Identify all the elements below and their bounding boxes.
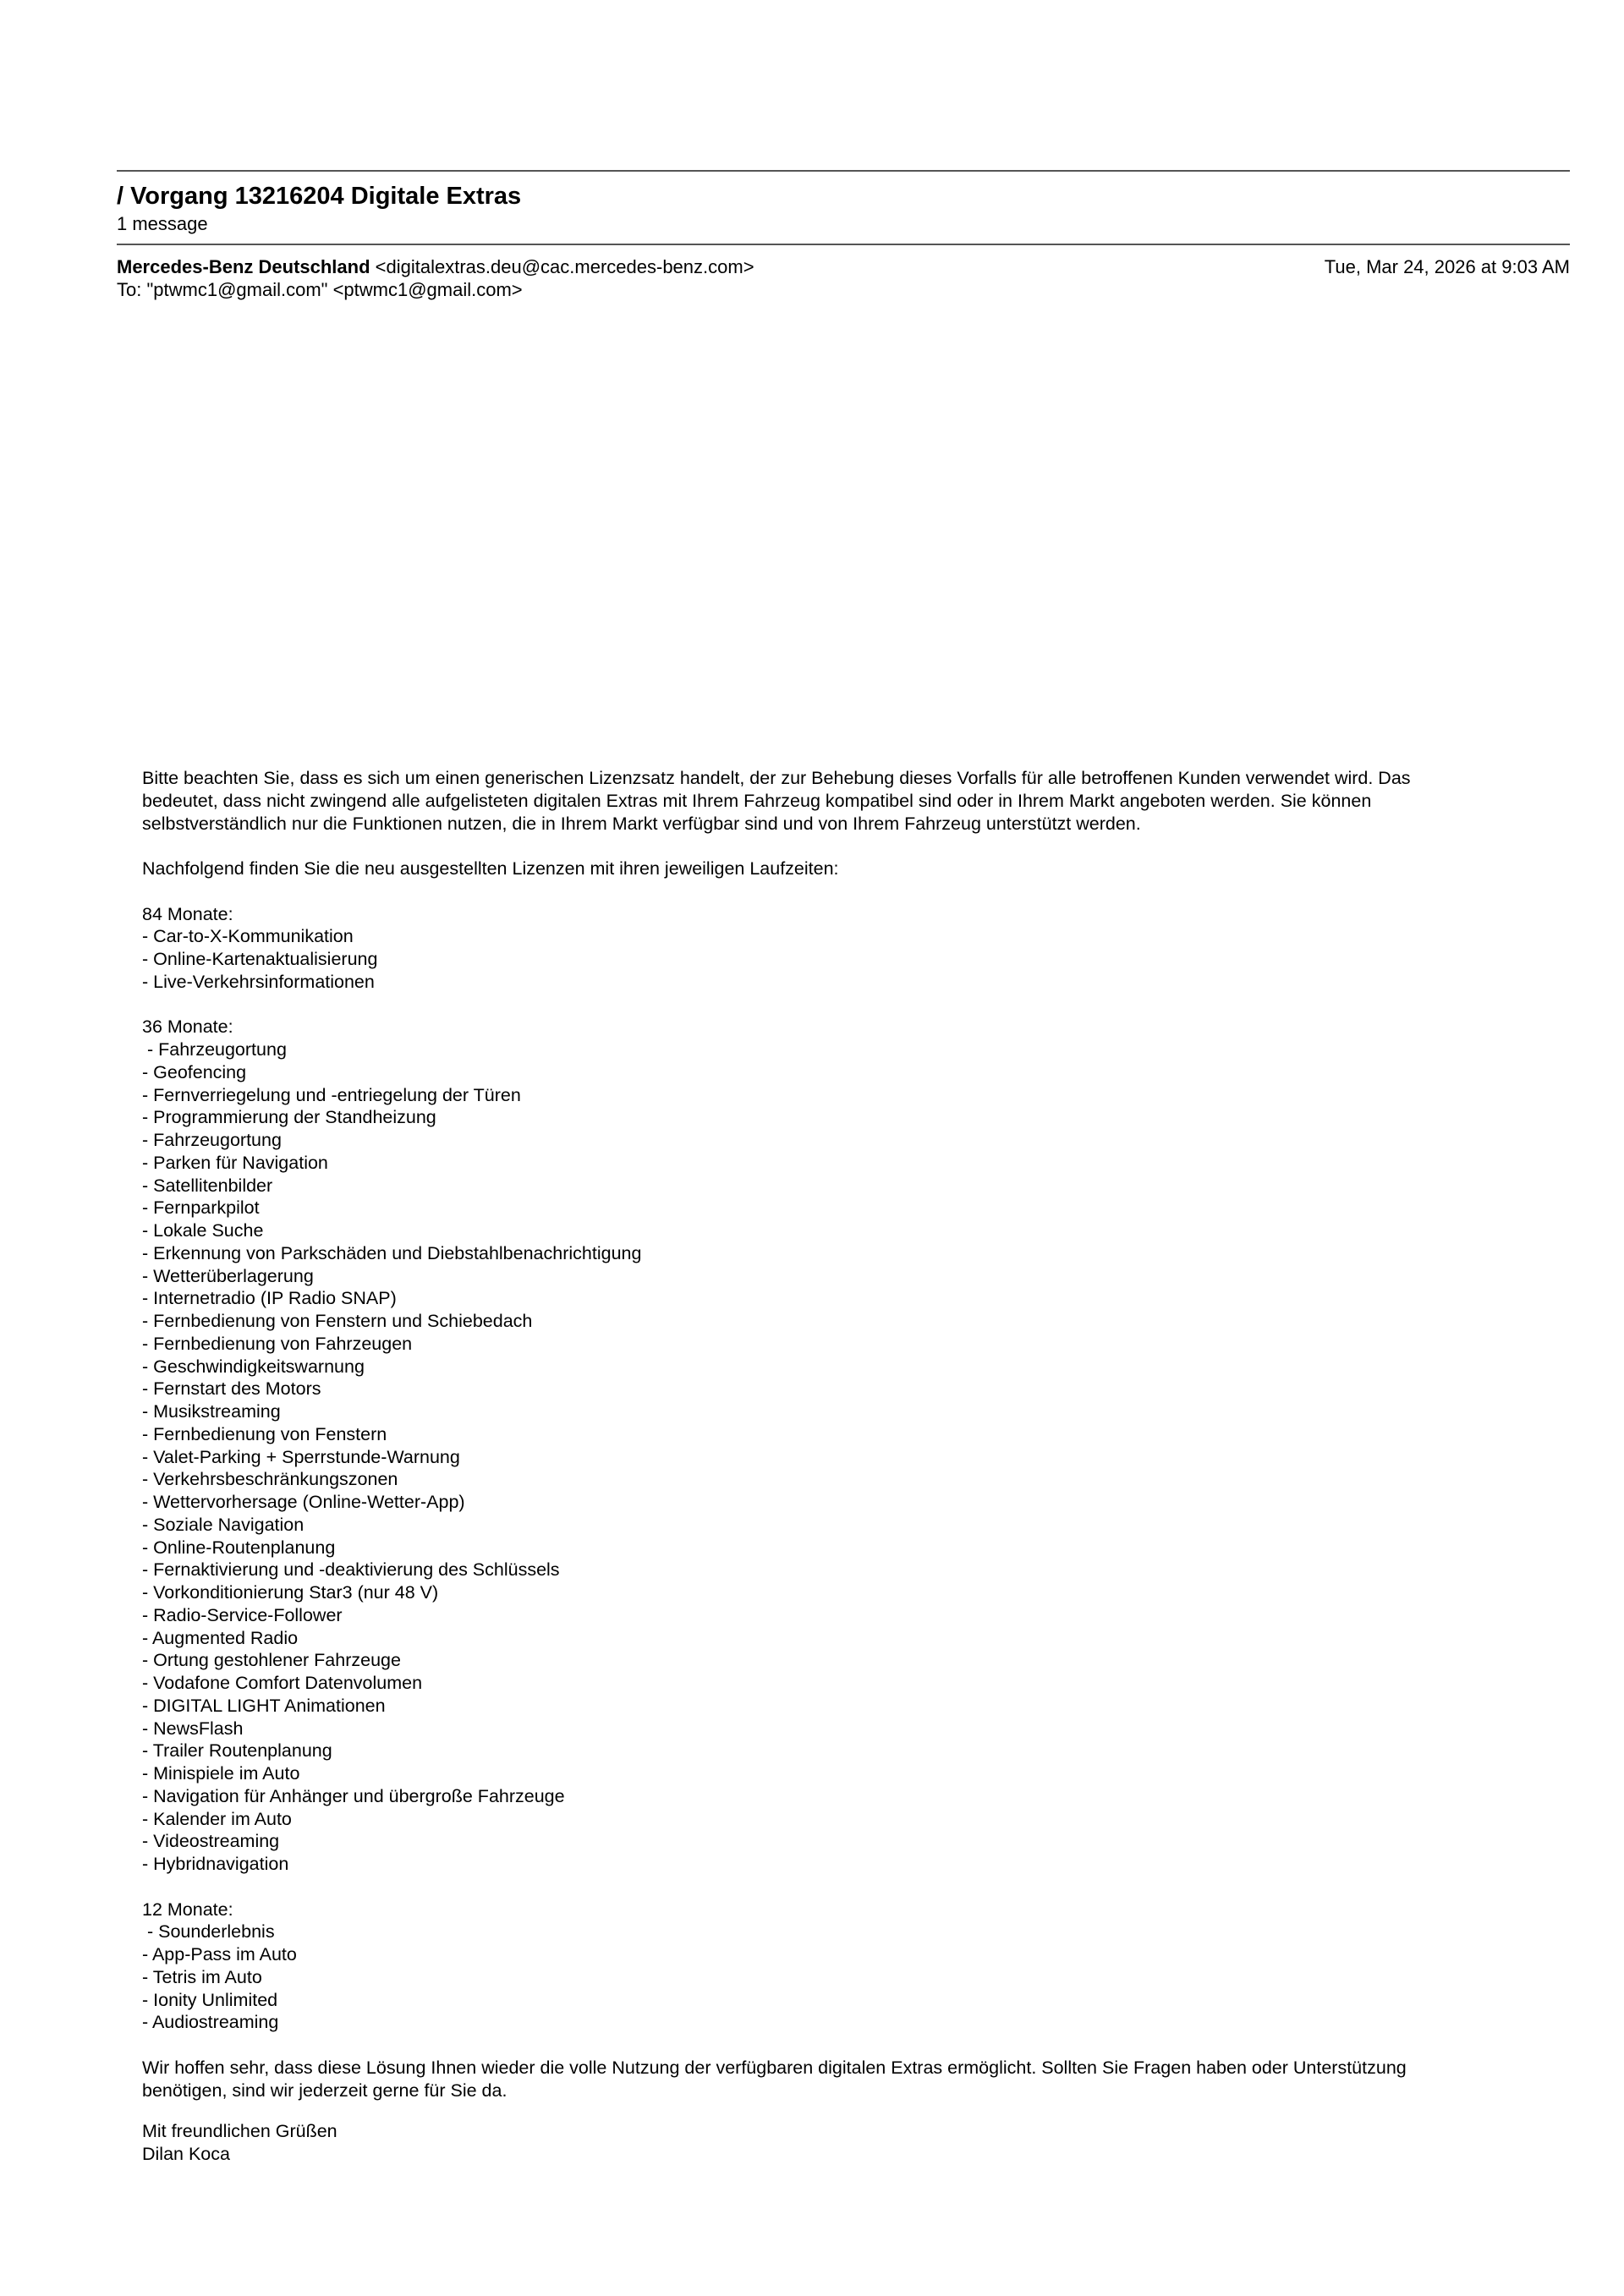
spacer: [142, 2034, 1495, 2057]
list-item: - Sounderlebnis: [142, 1921, 275, 1943]
email-subject: / Vorgang 13216204 Digitale Extras: [117, 183, 522, 210]
license-list: [142, 1921, 1495, 2034]
license-list: [142, 1038, 1495, 1876]
list-item: - Kalender im Auto: [142, 1808, 292, 1829]
sender-name[interactable]: Mercedes-Benz Deutschland: [117, 256, 370, 277]
section-title: 84 Monate:: [142, 903, 233, 924]
list-item: - Trailer Routenplanung: [142, 1740, 332, 1762]
spacer: [142, 2101, 1495, 2120]
list-item: - Vodafone Comfort Datenvolumen: [142, 1673, 423, 1693]
list-item: - NewsFlash: [142, 1718, 244, 1739]
list-item: - Minispiele im Auto: [142, 1763, 300, 1784]
email-body: [142, 767, 1495, 2166]
list-item: - Internetradio (IP Radio SNAP): [142, 1288, 397, 1309]
spacer: [142, 880, 1495, 903]
list-item: - Videostreaming: [142, 1831, 280, 1852]
list-item: - Online-Routenplanung: [142, 1537, 336, 1558]
list-item: - DIGITAL LIGHT Animationen: [142, 1695, 386, 1716]
recipient-line: To: "ptwmc1@gmail.com" <ptwmc1@gmail.com>: [117, 279, 523, 300]
closing-paragraph: Wir hoffen sehr, dass diese Lösung Ihnen wieder die volle Nutzung der verfügbaren digitalen Extras ermöglicht. Sollten Sie Fragen haben oder Unterstützung benötigen, sind wir jederzeit gerne für Sie da.: [142, 2057, 1407, 2101]
header-top-divider: [117, 170, 1570, 172]
header-bottom-divider: [117, 244, 1570, 245]
list-item: - Fernaktivierung und -deaktivierung des Schlüssels: [142, 1559, 560, 1581]
spacer: [142, 1876, 1495, 1899]
list-item: - Online-Kartenaktualisierung: [142, 949, 378, 969]
greeting: Mit freundlichen Grüßen: [142, 2121, 337, 2142]
intro-paragraph: Bitte beachten Sie, dass es sich um einen generischen Lizenzsatz handelt, der zur Behebung dieses Vorfalls für alle betroffenen Kunden verwendet wird. Das bedeutet, dass nicht zwingend alle aufgelisteten digitalen Extras mit Ihrem Fahrzeug kompatibel sind oder in Ihrem Markt angeboten werden. Sie können selbstverständlich nur die Funktionen nutzen, die in Ihrem Markt verfügbar sind und von Ihrem Fahrzeug unterstützt werden.: [142, 768, 1411, 834]
list-item: - Wettervorhersage (Online-Wetter-App): [142, 1492, 465, 1512]
list-item: - Fernbedienung von Fahrzeugen: [142, 1333, 413, 1354]
list-item: - Soziale Navigation: [142, 1514, 304, 1535]
section-title: 12 Monate:: [142, 1899, 233, 1920]
sender-address[interactable]: <digitalextras.deu@cac.mercedes-benz.com>: [375, 256, 754, 277]
email-date: Tue, Mar 24, 2026 at 9:03 AM: [1324, 256, 1570, 277]
list-item: - Fernbedienung von Fenstern: [142, 1423, 387, 1444]
list-item: - Hybridnavigation: [142, 1854, 289, 1874]
list-item: - Fernstart des Motors: [142, 1378, 321, 1400]
license-section: [142, 903, 1495, 1016]
license-section: [142, 1899, 1495, 2057]
list-item: - Geofencing: [142, 1061, 247, 1082]
list-item: - Wetterüberlagerung: [142, 1265, 314, 1286]
list-item: - Geschwindigkeitswarnung: [142, 1356, 365, 1377]
list-item: - Satellitenbilder: [142, 1175, 273, 1196]
list-item: - Lokale Suche: [142, 1220, 264, 1241]
list-item: - Fernverriegelung und -entriegelung der Türen: [142, 1084, 521, 1105]
license-section: [142, 1016, 1495, 1898]
signature: Dilan Koca: [142, 2144, 230, 2164]
list-item: - Fernparkpilot: [142, 1197, 260, 1219]
license-sections: [142, 903, 1495, 2057]
list-item: - Car-to-X-Kommunikation: [142, 926, 354, 947]
list-item: - Verkehrsbeschränkungszonen: [142, 1469, 398, 1490]
list-item: - App-Pass im Auto: [142, 1944, 297, 1964]
list-item: - Fernbedienung von Fenstern und Schiebedach: [142, 1311, 533, 1331]
list-item: - Parken für Navigation: [142, 1152, 328, 1173]
list-item: - Fahrzeugortung: [142, 1039, 287, 1060]
sender-line: [117, 255, 754, 278]
list-item: - Programmierung der Standheizung: [142, 1107, 436, 1128]
message-count: 1 message: [117, 213, 208, 234]
list-item: - Erkennung von Parkschäden und Diebstahlbenachrichtigung: [142, 1242, 642, 1263]
list-item: - Vorkonditionierung Star3 (nur 48 V): [142, 1582, 439, 1603]
licenses-intro: Nachfolgend finden Sie die neu ausgestellten Lizenzen mit ihren jeweiligen Laufzeiten:: [142, 858, 839, 879]
list-item: - Ionity Unlimited: [142, 1989, 278, 2010]
list-item: - Fahrzeugortung: [142, 1130, 282, 1150]
section-title: 36 Monate:: [142, 1016, 233, 1038]
list-item: - Augmented Radio: [142, 1627, 299, 1648]
spacer: [142, 994, 1495, 1016]
list-item: - Ortung gestohlener Fahrzeuge: [142, 1650, 401, 1671]
license-list: [142, 925, 1495, 993]
list-item: - Valet-Parking + Sperrstunde-Warnung: [142, 1446, 460, 1467]
list-item: - Tetris im Auto: [142, 1966, 262, 1987]
list-item: - Navigation für Anhänger und übergroße Fahrzeuge: [142, 1785, 565, 1806]
list-item: - Audiostreaming: [142, 2012, 279, 2033]
spacer: [142, 835, 1495, 858]
list-item: - Musikstreaming: [142, 1401, 281, 1422]
list-item: - Live-Verkehrsinformationen: [142, 971, 375, 992]
list-item: - Radio-Service-Follower: [142, 1604, 343, 1625]
